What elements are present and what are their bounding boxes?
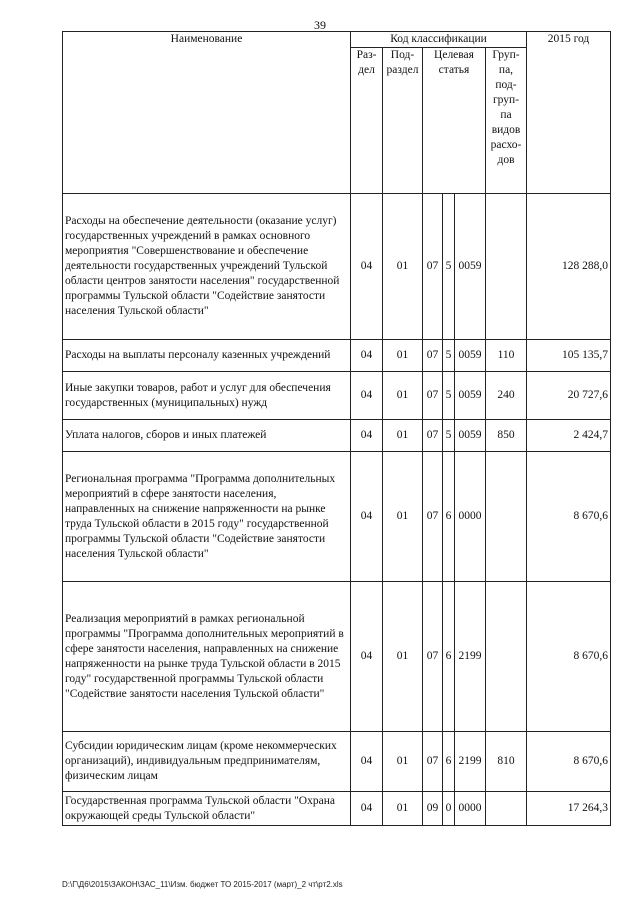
row-subprogram: 6: [443, 732, 455, 792]
row-expense-group: 110: [486, 340, 527, 372]
row-expense-group: [486, 194, 527, 340]
row-amount: 2 424,7: [527, 420, 611, 452]
row-subprogram: 6: [443, 582, 455, 732]
row-subsection: 01: [383, 420, 423, 452]
row-subprogram: 6: [443, 452, 455, 582]
row-program: 07: [423, 452, 443, 582]
row-name: Уплата налогов, сборов и иных платежей: [63, 420, 351, 452]
row-program: 09: [423, 792, 443, 826]
table-row: [63, 452, 611, 582]
row-section: 04: [351, 452, 383, 582]
table-row: [63, 194, 611, 340]
row-name: Реализация мероприятий в рамках региональной программы "Программа дополнительных мероприятий в сфере занятости населения, направленных на снижение напряженности на рынке труда Тульской области в 2015 году" государственной программы Тульской области "Содействие занятости населения Тульской области": [63, 582, 351, 732]
row-amount: 17 264,3: [527, 792, 611, 826]
row-name: Расходы на обеспечение деятельности (оказание услуг) государственных учреждений в рамках основного мероприятия "Совершенствование и обеспечение деятельности государственных учреждений Тульской области центров занятости населения" государственной программы Тульской области "Содействие занятости населения Тульской области": [63, 194, 351, 340]
row-name: Субсидии юридическим лицам (кроме некоммерческих организаций), индивидуальным предпринимателям, физическим лицам: [63, 732, 351, 792]
row-amount: 20 727,6: [527, 372, 611, 420]
row-section: 04: [351, 582, 383, 732]
table-row: [63, 420, 611, 452]
header-name: Наименование: [63, 32, 351, 194]
row-amount: 8 670,6: [527, 582, 611, 732]
row-section: 04: [351, 420, 383, 452]
row-subprogram: 0: [443, 792, 455, 826]
row-name: Региональная программа "Программа дополнительных мероприятий в сфере занятости населения, направленных на снижение напряженности на рынке труда Тульской области в 2015 году" государственной программы Тульской области "Содействие занятости населения Тульской области": [63, 452, 351, 582]
row-program: 07: [423, 194, 443, 340]
row-subsection: 01: [383, 372, 423, 420]
row-subsection: 01: [383, 194, 423, 340]
header-subsection: Под- раздел: [383, 48, 423, 194]
budget-table: [62, 31, 611, 826]
header-year: 2015 год: [527, 32, 611, 194]
table-row: [63, 340, 611, 372]
row-subsection: 01: [383, 582, 423, 732]
table-row: [63, 792, 611, 826]
row-amount: 8 670,6: [527, 732, 611, 792]
row-expense-group: 850: [486, 420, 527, 452]
header-target-article: Целевая статья: [423, 48, 486, 194]
row-section: 04: [351, 792, 383, 826]
row-section: 04: [351, 194, 383, 340]
page-number: 39: [314, 18, 326, 32]
row-amount: 105 135,7: [527, 340, 611, 372]
row-amount: 8 670,6: [527, 452, 611, 582]
row-expense-group: [486, 582, 527, 732]
table-row: [63, 732, 611, 792]
row-name: Государственная программа Тульской области "Охрана окружающей среды Тульской области": [63, 792, 351, 826]
row-expense-group: [486, 792, 527, 826]
row-expense-group: 240: [486, 372, 527, 420]
row-direction: 0000: [455, 452, 486, 582]
table-row: [63, 582, 611, 732]
row-amount: 128 288,0: [527, 194, 611, 340]
row-direction: 0059: [455, 420, 486, 452]
row-program: 07: [423, 420, 443, 452]
row-subprogram: 5: [443, 420, 455, 452]
row-section: 04: [351, 732, 383, 792]
row-subprogram: 5: [443, 194, 455, 340]
table-row: [63, 372, 611, 420]
row-subprogram: 5: [443, 372, 455, 420]
row-subsection: 01: [383, 452, 423, 582]
header-expense-group: Груп- па, под- груп- па видов расхо- дов: [486, 48, 527, 194]
row-section: 04: [351, 340, 383, 372]
row-subprogram: 5: [443, 340, 455, 372]
row-name: Иные закупки товаров, работ и услуг для обеспечения государственных (муниципальных) нужд: [63, 372, 351, 420]
row-expense-group: [486, 452, 527, 582]
row-direction: 0000: [455, 792, 486, 826]
row-name: Расходы на выплаты персоналу казенных учреждений: [63, 340, 351, 372]
row-subsection: 01: [383, 792, 423, 826]
row-subsection: 01: [383, 732, 423, 792]
row-section: 04: [351, 372, 383, 420]
row-direction: 0059: [455, 194, 486, 340]
row-expense-group: 810: [486, 732, 527, 792]
row-direction: 0059: [455, 372, 486, 420]
header-section: Раз- дел: [351, 48, 383, 194]
file-path-footer: D:\Г\Д6\2015\ЗАКОН\ЗАС_11\Изм. бюджет ТО 2015-2017 (март)_2 чт\рт2.xls: [62, 880, 343, 889]
header-classification: Код классификации: [351, 32, 527, 48]
row-program: 07: [423, 582, 443, 732]
row-direction: 0059: [455, 340, 486, 372]
row-program: 07: [423, 732, 443, 792]
row-program: 07: [423, 372, 443, 420]
row-direction: 2199: [455, 732, 486, 792]
row-subsection: 01: [383, 340, 423, 372]
row-direction: 2199: [455, 582, 486, 732]
row-program: 07: [423, 340, 443, 372]
